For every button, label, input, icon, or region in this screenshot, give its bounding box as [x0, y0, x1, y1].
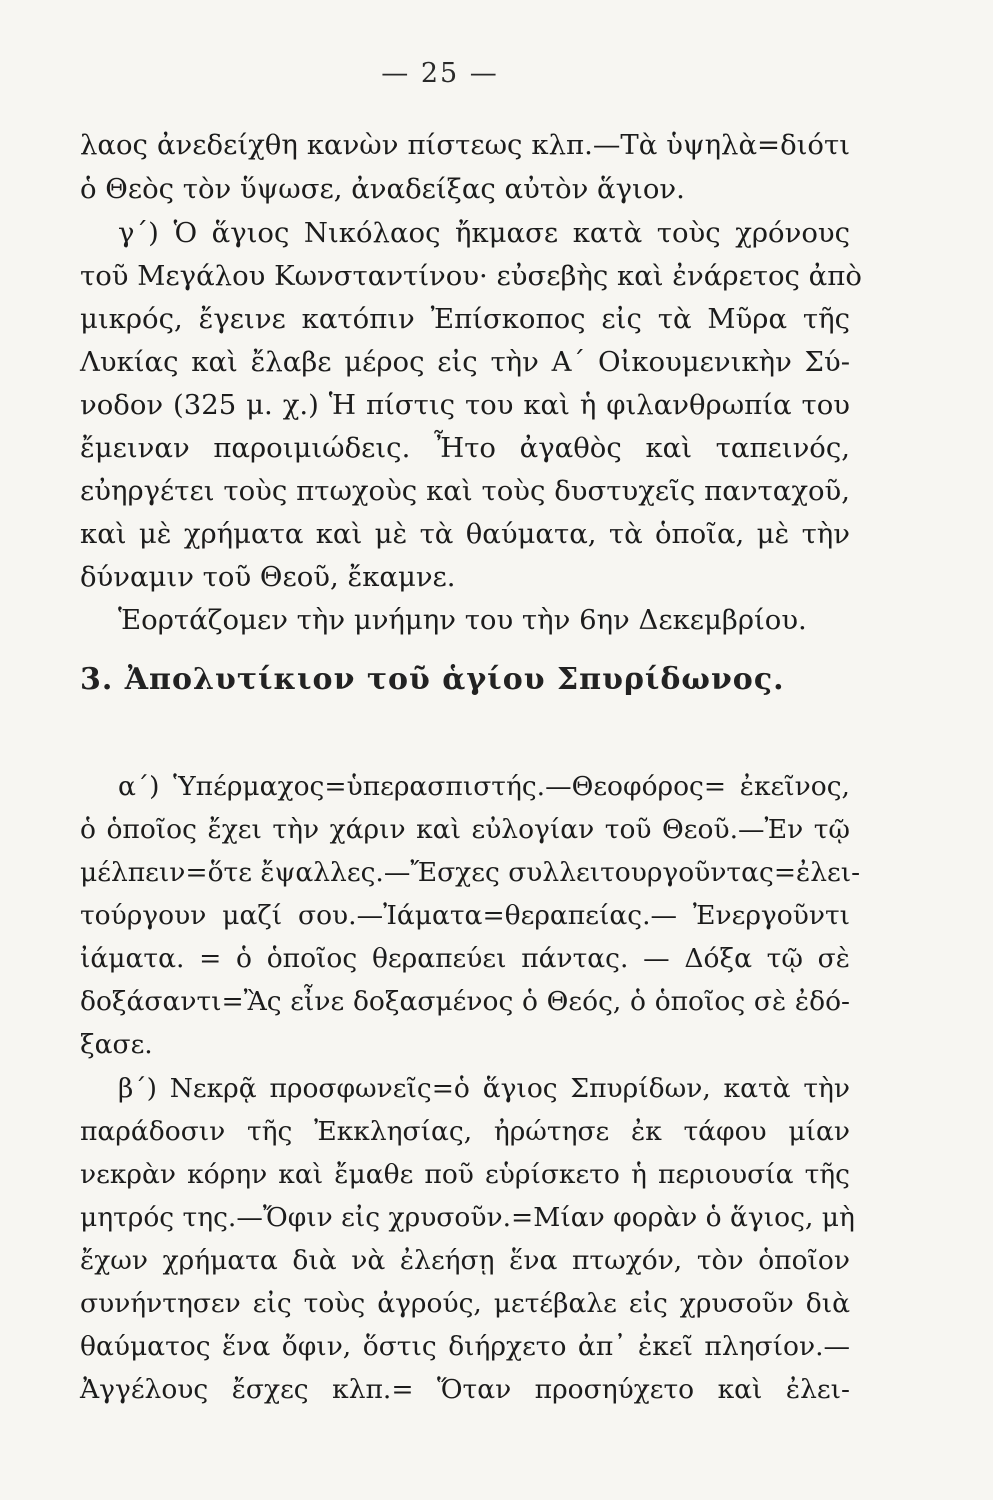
text-line: εὐηργέτει τοὺς πτωχοὺς καὶ τοὺς δυστυχεῖς πανταχοῦ,	[80, 475, 850, 507]
text-line: ἰάματα. = ὁ ὁποῖος θεραπεύει πάντας. — Δόξα τῷ σὲ	[80, 943, 850, 974]
text-line: συνήντησεν εἰς τοὺς ἀγρούς, μετέβαλε εἰς χρυσοῦν διὰ	[80, 1288, 850, 1319]
text-line: ἔμειναν παροιμιώδεις. Ἦτο ἀγαθὸς καὶ ταπεινός,	[80, 432, 850, 464]
text-line: μικρός, ἔγεινε κατόπιν Ἐπίσκοπος εἰς τὰ Μῦρα τῆς	[80, 303, 850, 335]
text-line: Ἀγγέλους ἔσχες κλπ.= Ὅταν προσηύχετο καὶ ἐλει-	[80, 1374, 850, 1405]
text-line: θαύματος ἕνα ὄφιν, ὅστις διήρχετο ἀπ᾿ ἐκεῖ πλησίον.—	[80, 1331, 850, 1362]
text-line: λαος ἀνεδείχθη κανὼν πίστεως κλπ.—Τὰ ὑψηλὰ=διότι	[80, 129, 850, 161]
text-line: τούργουν μαζί σου.—Ἰάματα=θεραπείας.— Ἐνεργοῦντι	[80, 900, 850, 931]
text-line: ἔχων χρήματα διὰ νὰ ἐλεήσῃ ἕνα πτωχόν, τὸν ὁποῖον	[80, 1245, 850, 1276]
text-line: Λυκίας καὶ ἔλαβε μέρος εἰς τὴν Α΄ Οἰκουμενικὴν Σύ-	[80, 346, 850, 378]
text-line: καὶ μὲ χρήματα καὶ μὲ τὰ θαύματα, τὰ ὁποῖα, μὲ τὴν	[80, 518, 850, 550]
text-line: νεκρὰν κόρην καὶ ἔμαθε ποῦ εὑρίσκετο ἡ περιουσία τῆς	[80, 1159, 850, 1190]
text-line: μητρός της.—Ὄφιν εἰς χρυσοῦν.=Μίαν φορὰν ὁ ἅγιος, μὴ	[80, 1202, 855, 1233]
text-line: β΄) Νεκρᾷ προσφωνεῖς=ὁ ἅγιος Σπυρίδων, κατὰ τὴν	[118, 1073, 850, 1104]
text-line: γ΄) Ὁ ἅγιος Νικόλαος ἤκμασε κατὰ τοὺς χρόνους	[118, 217, 850, 249]
text-line: ὁ ὁποῖος ἔχει τὴν χάριν καὶ εὐλογίαν τοῦ Θεοῦ.—Ἐν τῷ	[80, 814, 850, 845]
text-line: μέλπειν=ὅτε ἔψαλλες.—Ἔσχες συλλειτουργοῦντας=ἐλει-	[80, 857, 861, 888]
text-line: ὁ Θεὸς τὸν ὕψωσε, ἀναδείξας αὐτὸν ἅγιον.	[80, 173, 685, 205]
page-number: — 25 —	[381, 58, 499, 89]
section-heading: 3. Ἀπολυτίκιον τοῦ ἁγίου Σπυρίδωνος.	[80, 662, 785, 697]
text-line: τοῦ Μεγάλου Κωνσταντίνου· εὐσεβὴς καὶ ἐνάρετος ἀπὸ	[80, 260, 862, 292]
text-line: Ἑορτάζομεν τὴν μνήμην του τὴν 6ην Δεκεμβρίου.	[118, 604, 807, 636]
text-line: α΄) Ὑπέρμαχος=ὑπερασπιστής.—Θεοφόρος= ἐκεῖνος,	[118, 771, 850, 802]
text-line: παράδοσιν τῆς Ἐκκλησίας, ἠρώτησε ἐκ τάφου μίαν	[80, 1116, 850, 1147]
text-line: ξασε.	[80, 1029, 153, 1060]
text-line: νοδον (325 μ. χ.) Ἡ πίστις του καὶ ἡ φιλανθρωπία του	[80, 389, 850, 421]
text-line: δύναμιν τοῦ Θεοῦ, ἔκαμνε.	[80, 561, 456, 593]
text-line: δοξάσαντι=Ἂς εἶνε δοξασμένος ὁ Θεός, ὁ ὁποῖος σὲ ἐδό-	[80, 986, 850, 1017]
